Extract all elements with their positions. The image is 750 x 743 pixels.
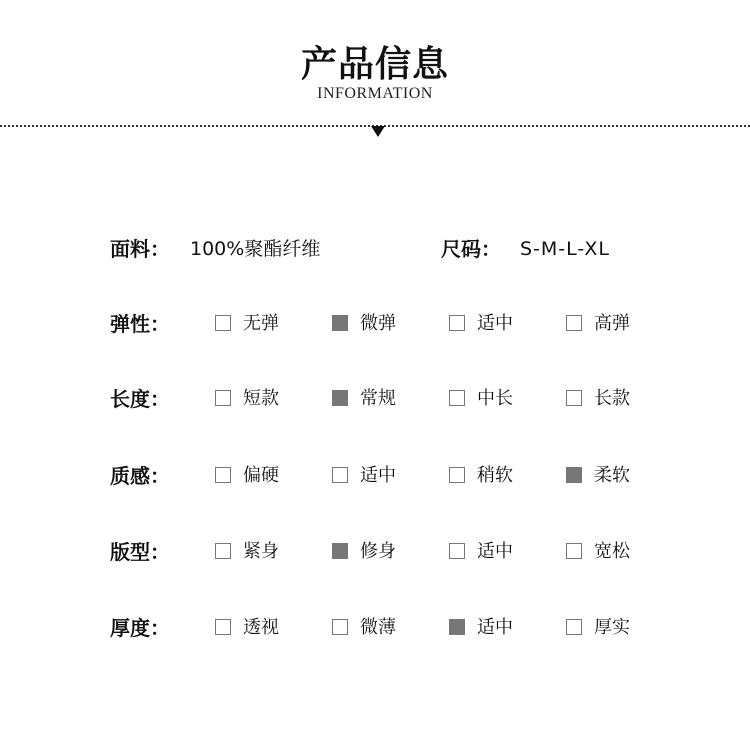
empty-square-icon xyxy=(449,315,465,331)
empty-square-icon xyxy=(215,467,231,483)
option-label: 适中 xyxy=(477,541,513,562)
row-label: 厚度： xyxy=(110,616,170,640)
size-label: 尺码： xyxy=(441,237,501,261)
empty-square-icon xyxy=(449,543,465,559)
option-label: 偏硬 xyxy=(243,465,279,486)
checked-square-icon xyxy=(566,467,582,483)
empty-square-icon xyxy=(332,467,348,483)
option-label: 柔软 xyxy=(594,465,630,486)
option-label: 无弹 xyxy=(243,313,279,334)
checked-square-icon xyxy=(332,543,348,559)
option-label: 修身 xyxy=(360,541,396,562)
option-label: 紧身 xyxy=(243,541,279,562)
empty-square-icon xyxy=(449,390,465,406)
fabric-label: 面料： xyxy=(110,237,170,261)
option-label: 宽松 xyxy=(594,541,630,562)
empty-square-icon xyxy=(566,619,582,635)
row-label: 弹性： xyxy=(110,312,170,336)
empty-square-icon xyxy=(215,390,231,406)
empty-square-icon xyxy=(215,315,231,331)
option-label: 常规 xyxy=(360,388,396,409)
option-label: 适中 xyxy=(477,617,513,638)
option-label: 稍软 xyxy=(477,465,513,486)
empty-square-icon xyxy=(566,315,582,331)
option-label: 厚实 xyxy=(594,617,630,638)
option-label: 适中 xyxy=(360,465,396,486)
empty-square-icon xyxy=(215,619,231,635)
option-label: 中长 xyxy=(477,388,513,409)
page-subtitle: INFORMATION xyxy=(317,85,433,102)
option-label: 适中 xyxy=(477,313,513,334)
checked-square-icon xyxy=(332,315,348,331)
row-label: 质感： xyxy=(110,464,170,488)
empty-square-icon xyxy=(449,467,465,483)
row-label: 版型： xyxy=(110,540,170,564)
triangle-down-icon xyxy=(371,126,385,137)
checked-square-icon xyxy=(332,390,348,406)
size-value: S-M-L-XL xyxy=(520,238,610,260)
option-label: 微弹 xyxy=(360,313,396,334)
option-label: 高弹 xyxy=(594,313,630,334)
option-label: 长款 xyxy=(594,388,630,409)
empty-square-icon xyxy=(566,543,582,559)
empty-square-icon xyxy=(332,619,348,635)
option-label: 微薄 xyxy=(360,617,396,638)
page-title: 产品信息 xyxy=(300,44,449,85)
option-label: 短款 xyxy=(243,388,279,409)
empty-square-icon xyxy=(566,390,582,406)
empty-square-icon xyxy=(215,543,231,559)
row-label: 长度： xyxy=(110,387,170,411)
option-label: 透视 xyxy=(243,617,279,638)
fabric-value: 100%聚酯纤维 xyxy=(190,238,321,260)
checked-square-icon xyxy=(449,619,465,635)
